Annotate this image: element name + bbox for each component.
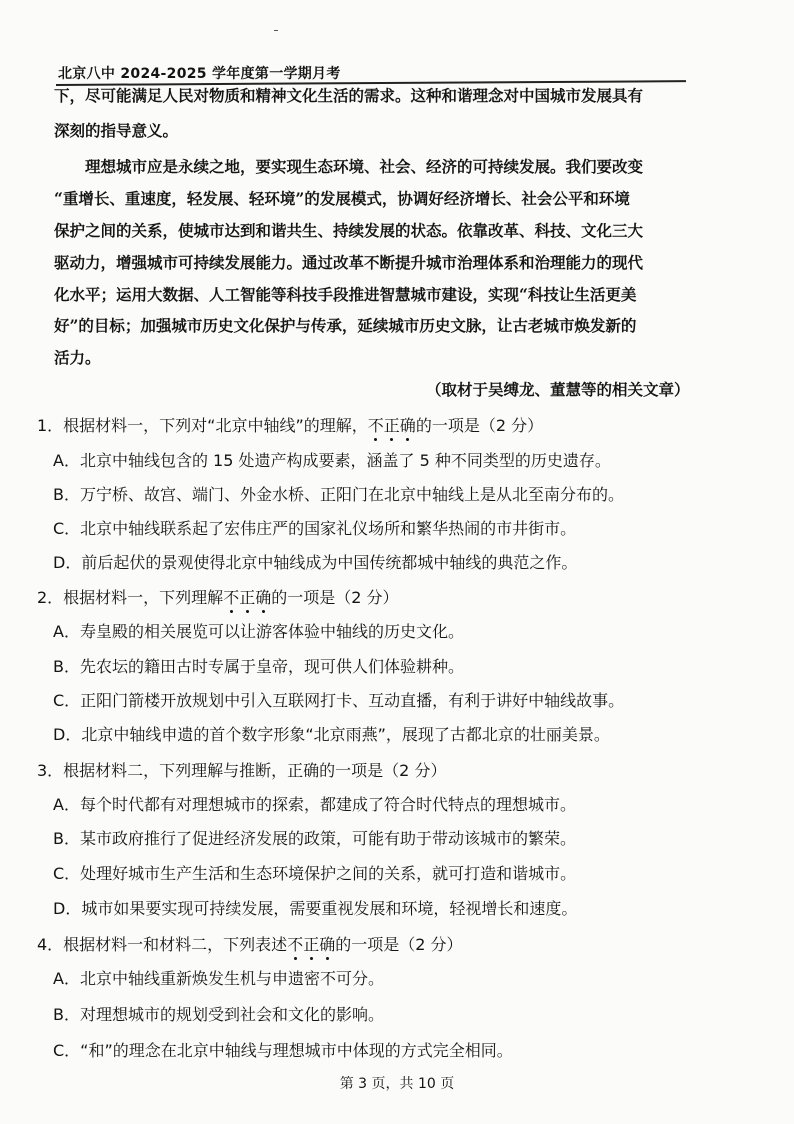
passage-line: 下，尽可能满足人民对物质和精神文化生活的需求。这种和谐理念对中国城市发展具有 — [54, 86, 644, 105]
question-4-option-b: B．对理想城市的规划受到社会和文化的影响。 — [53, 1005, 384, 1024]
question-3-option-d: D．城市如果要实现可持续发展，需要重视发展和环境，轻视增长和速度。 — [53, 899, 578, 918]
question-1-option-c: C．北京中轴线联系起了宏伟庄严的国家礼仪场所和繁华热闹的市井街市。 — [53, 519, 577, 538]
passage-line: 保护之间的关系，使城市达到和谐共生、持续发展的状态。依靠改革、科技、文化三大 — [54, 221, 644, 240]
question-4-option-a: A．北京中轴线重新焕发生机与申遗密不可分。 — [53, 969, 384, 988]
question-3-option-b: B．某市政府推行了促进经济发展的政策，可能有助于带动该城市的繁荣。 — [53, 829, 576, 848]
question-4-stem — [37, 932, 463, 955]
question-1-stem — [37, 413, 543, 436]
passage-line: 好”的目标；加强城市历史文化保护与传承，延续城市历史文脉，让古老城市焕发新的 — [54, 316, 637, 335]
question-2-stem — [37, 585, 399, 608]
question-1-option-a: A．北京中轴线包含的 15 处遗产构成要素，涵盖了 5 种不同类型的历史遗存。 — [53, 451, 611, 470]
emphasis-char: 正 — [303, 932, 319, 955]
stem-text: 3．根据材料二，下列理解与推断，正确的一项是（2 分） — [37, 761, 447, 780]
question-1-option-d: D．前后起伏的景观使得北京中轴线成为中国传统都城中轴线的典范之作。 — [53, 553, 578, 572]
passage-source: （取材于吴缚龙、董慧等的相关文章） — [426, 380, 690, 399]
scan-mark — [274, 30, 278, 31]
stem-text: 1．根据材料一，下列对“北京中轴线”的理解， — [37, 416, 368, 435]
passage-line: 活力。 — [54, 348, 101, 367]
question-3-option-c: C．处理好城市生产生活和生态环境保护之间的关系，就可打造和谐城市。 — [53, 864, 577, 883]
stem-text: 的一项是（2 分） — [415, 416, 544, 435]
question-2-option-d: D．北京中轴线申遗的首个数字形象“北京雨燕”，展现了古都北京的壮丽美景。 — [53, 725, 610, 744]
question-2-option-c: C．正阳门箭楼开放规划中引入互联网打卡、互动直播，有利于讲好中轴线故事。 — [53, 691, 625, 710]
stem-text: 4．根据材料一和材料二，下列表述 — [37, 935, 288, 954]
emphasis-char: 不 — [223, 585, 239, 608]
stem-text: 的一项是（2 分） — [335, 935, 463, 954]
question-3-option-a: A．每个时代都有对理想城市的探索，都建成了符合时代特点的理想城市。 — [53, 795, 576, 814]
question-3-stem — [37, 758, 446, 781]
emphasis-char: 确 — [255, 585, 271, 608]
emphasis-char: 不 — [287, 932, 303, 955]
question-1-option-b: B．万宁桥、故宫、端门、外金水桥、正阳门在北京中轴线上是从北至南分布的。 — [53, 485, 624, 504]
question-4-option-c: C．“和”的理念在北京中轴线与理想城市中体现的方式完全相同。 — [53, 1041, 513, 1060]
question-2-option-b: B．先农坛的籍田古时专属于皇帝，现可供人们体验耕种。 — [53, 657, 464, 676]
emphasis-char: 不 — [368, 413, 384, 436]
emphasis-char: 确 — [400, 413, 416, 436]
stem-text: 2．根据材料一，下列理解 — [37, 588, 224, 607]
passage-line: 深刻的指导意义。 — [54, 121, 179, 140]
passage-line: 化水平；运用大数据、人工智能等科技手段推进智慧城市建设，实现“科技让生活更美 — [54, 285, 637, 304]
stem-text: 的一项是（2 分） — [271, 588, 399, 607]
emphasis-char: 确 — [319, 932, 335, 955]
passage-line: “重增长、重速度，轻发展、轻环境”的发展模式，协调好经济增长、社会公平和环境 — [54, 189, 630, 208]
emphasis-char: 正 — [239, 585, 255, 608]
question-2-option-a: A．寿皇殿的相关展览可以让游客体验中轴线的历史文化。 — [53, 622, 464, 641]
emphasis-char: 正 — [384, 413, 400, 436]
passage-line: 理想城市应是永续之地，要实现生态环境、社会、经济的可持续发展。我们要改变 — [54, 157, 644, 176]
page-number: 第 3 页，共 10 页 — [339, 1076, 455, 1092]
exam-header: 北京八中 2024-2025 学年度第一学期月考 — [58, 66, 341, 82]
passage-line: 驱动力，增强城市可持续发展能力。通过改革不断提升城市治理体系和治理能力的现代 — [54, 253, 644, 272]
